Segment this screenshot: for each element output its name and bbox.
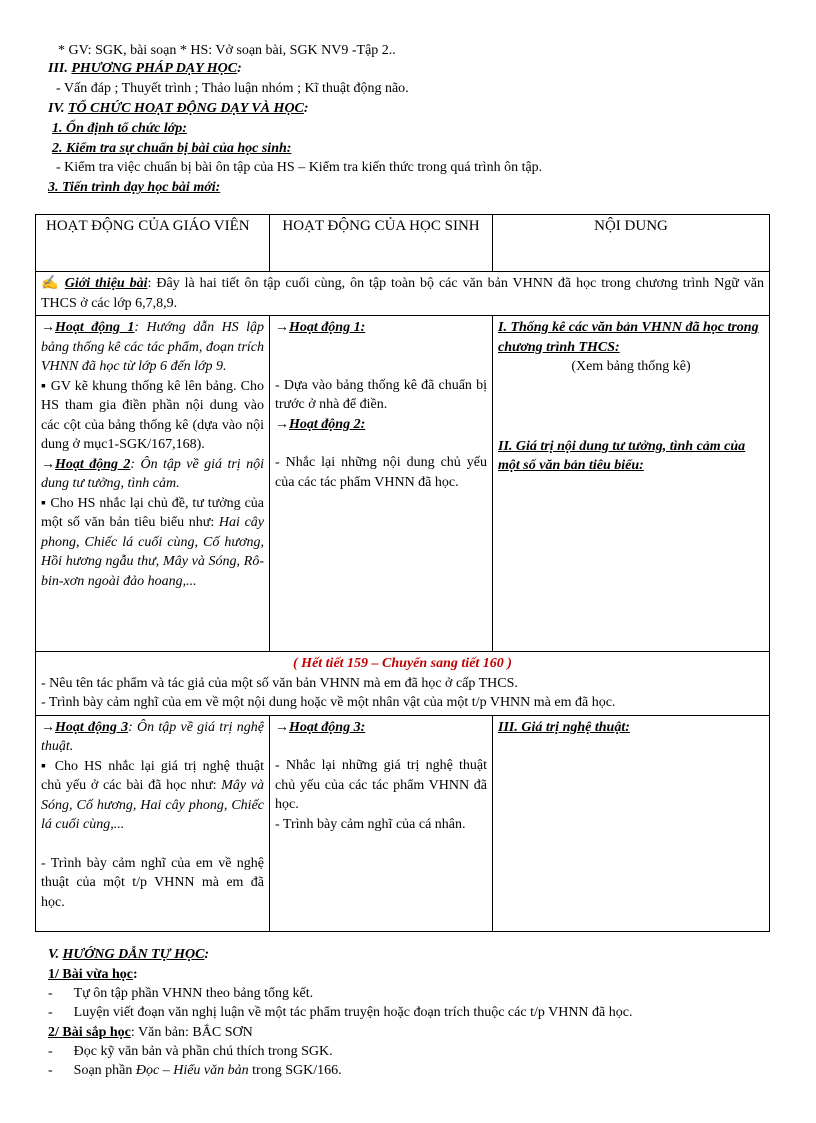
section-4-heading: IV. TỔ CHỨC HOẠT ĐỘNG DẠY VÀ HỌC: (48, 101, 309, 116)
review-item-1: - Tự ôn tập phần VHNN theo bảng tổng kết. (48, 986, 314, 1001)
bullet-icon: ▪ (41, 378, 47, 394)
review-label-line: 1/ Bài vừa học: (48, 967, 138, 982)
section-3-heading: III. PHƯƠNG PHÁP DẠY HỌC: (48, 61, 242, 76)
arrow-icon: → (41, 320, 55, 335)
arrow-icon: → (275, 320, 289, 335)
content-section-2: II. Giá trị nội dung tư tưởng, tình cảm của một số văn bản tiêu biểu: (498, 438, 746, 473)
content-section-3: III. Giá trị nghệ thuật: (498, 719, 630, 735)
content-note: (Xem bảng thống kê) (571, 359, 691, 374)
next-lesson-text: : Văn bản: BẮC SƠN (130, 1025, 253, 1040)
transition-row (36, 652, 770, 716)
activity-text: - Nhắc lại những nội dung chủ yếu của các tác phẩm VHNN đã học. (275, 455, 487, 490)
intro-label: Giới thiệu bài (64, 276, 148, 291)
intro-cell (36, 272, 770, 316)
table-header-row (36, 215, 770, 272)
activity-text: - Trình bày cảm nghĩ của em về nghệ thuật của một t/p VHNN mà em đã học. (41, 855, 264, 910)
arrow-icon: → (275, 416, 289, 432)
transition-line: - Nêu tên tác phẩm và tác giả của một số văn bản VHNN mà em đã học ở cấp THCS. (41, 675, 518, 691)
activity-text: Cho HS nhắc lại giá trị nghệ thuật chủ yếu ở các bài đã học như: (41, 758, 264, 793)
content-cell-2 (493, 715, 770, 931)
step-2: 2. Kiểm tra sự chuẩn bị bài của học sinh: (52, 141, 292, 156)
arrow-icon: → (41, 719, 55, 735)
section-3-text: - Vấn đáp ; Thuyết trình ; Thảo luận nhóm ; Kĩ thuật động não. (56, 81, 409, 96)
transition-title: ( Hết tiết 159 – Chuyển sang tiết 160 ) (293, 656, 512, 671)
next-item-1: - Đọc kỹ văn bản và phần chú thích trong SGK. (48, 1044, 333, 1059)
section-title: HƯỚNG DẪN TỰ HỌC (62, 947, 205, 962)
activity-label: Hoạt động 3 (55, 719, 129, 735)
bullet-icon: ▪ (41, 495, 47, 511)
activity-label: Hoạt động 3: (289, 719, 366, 735)
activity-text-italic: Mây và Sóng, Cố hương, Hai cây phong, Chiếc lá cuối cùng,... (41, 778, 265, 832)
next-item-text: trong SGK/166. (248, 1063, 342, 1078)
next-item-italic: Đọc – Hiểu văn bản (135, 1063, 249, 1078)
teacher-cell-1 (36, 316, 270, 652)
student-cell-2 (270, 715, 493, 931)
pencil-icon: ✍ (41, 276, 60, 291)
next-lesson-label: 2/ Bài sắp học (48, 1025, 131, 1040)
lesson-table (35, 214, 770, 932)
activity-row-2 (36, 715, 770, 931)
review-item-text: Tự ôn tập phần VHNN theo bảng tổng kết. (73, 986, 314, 1001)
activity-text-italic: Hai cây phong, Chiếc lá cuối cùng, Cố hương, Hồi hương ngẫu thư, Mây và Sóng, Rô-bin-xơn ngoài đảo hoang,... (41, 515, 264, 589)
arrow-icon: → (41, 456, 55, 472)
activity-label: Hoạt động 1: (289, 320, 366, 335)
section-number: V. (48, 947, 60, 962)
section-title: PHƯƠNG PHÁP DẠY HỌC (71, 61, 238, 76)
section-5-heading: V. HƯỚNG DẪN TỰ HỌC: (48, 947, 210, 962)
activity-text: Cho HS nhắc lại chủ đề, tư tưởng của một số văn bản tiêu biểu như: (41, 495, 265, 530)
activity-text: - Nhắc lại những giá trị nghệ thuật chủ yếu của các tác phẩm VHNN đã học. (275, 758, 487, 812)
intro-row (36, 272, 770, 316)
materials-line: * GV: SGK, bài soạn * HS: Vở soạn bài, SGK NV9 -Tập 2.. (58, 43, 396, 58)
section-number: IV. (48, 101, 65, 116)
intro-text: : Đây là hai tiết ôn tập cuối cùng, ôn tập toàn bộ các văn bản VHNN đã học trong chương trình Ngữ văn THCS ở các lớp 6,7,8,9. (41, 276, 765, 311)
transition-cell (36, 652, 770, 716)
bullet-icon: ▪ (41, 758, 49, 774)
content-cell-1 (493, 316, 770, 652)
header-teacher: HOẠT ĐỘNG CỦA GIÁO VIÊN (36, 215, 270, 272)
next-item-2: - Soạn phần Đọc – Hiểu văn bản trong SGK/166. (48, 1063, 342, 1078)
transition-line: - Trình bày cảm nghĩ của em về một nội dung hoặc về một nhân vật của một t/p VHNN mà em đã học. (41, 695, 616, 710)
review-item-2: - Luyện viết đoạn văn nghị luận về một tác phẩm truyện hoặc đoạn trích thuộc các t/p VHNN đã học. (48, 1005, 633, 1020)
activity-title: : Ôn tập về giá trị nội dung tư tưởng, tình cảm. (41, 456, 264, 491)
next-lesson-line (48, 1024, 253, 1042)
section-title: TỔ CHỨC HOẠT ĐỘNG DẠY VÀ HỌC (67, 101, 304, 116)
activity-label: Hoạt động 1 (55, 320, 135, 335)
next-item-text: Đọc kỹ văn bản và phần chú thích trong SGK. (73, 1044, 333, 1059)
content-section-1: I. Thống kê các văn bản VHNN đã học trong chương trình THCS: (498, 320, 759, 355)
activity-row-1 (36, 316, 770, 652)
step-1: 1. Ổn định tổ chức lớp: (52, 121, 187, 136)
activity-label: Hoạt động 2 (55, 456, 131, 472)
next-item-text: Soạn phần (73, 1063, 136, 1078)
header-student: HOẠT ĐỘNG CỦA HỌC SINH (270, 215, 493, 272)
activity-label: Hoạt động 2: (289, 416, 366, 432)
student-cell-1 (270, 316, 493, 652)
activity-title: : Ôn tập về giá trị nghệ thuật. (41, 719, 264, 754)
section-number: III. (48, 61, 68, 76)
step-3: 3. Tiến trình dạy học bài mới: (48, 180, 221, 195)
teacher-cell-2 (36, 715, 270, 931)
activity-text: GV kẽ khung thống kê lên bảng. Cho HS tham gia điền phần nội dung vào các cột của bảng thống kê (dựa vào nội dung ở mục1-SGK/167,168). (41, 378, 264, 452)
step-2-text: - Kiểm tra việc chuẩn bị bài ôn tập của HS – Kiểm tra kiến thức trong quá trình ôn tập. (56, 160, 543, 175)
header-content: NỘI DUNG (493, 215, 770, 272)
review-item-text: Luyện viết đoạn văn nghị luận về một tác phẩm truyện hoặc đoạn trích thuộc các t/p VHNN đã học. (73, 1005, 633, 1020)
activity-title: : Hướng dẫn HS lập bảng thống kê các tác phẩm, đoạn trích VHNN đã học từ lớp 6 đến lớp 9. (41, 320, 264, 374)
arrow-icon: → (275, 719, 289, 735)
review-label: 1/ Bài vừa học (48, 967, 134, 982)
activity-text: - Dựa vào bảng thống kê đã chuẩn bị trước ở nhà để điền. (275, 377, 487, 412)
activity-text: - Trình bày cảm nghĩ của cá nhân. (275, 816, 466, 832)
